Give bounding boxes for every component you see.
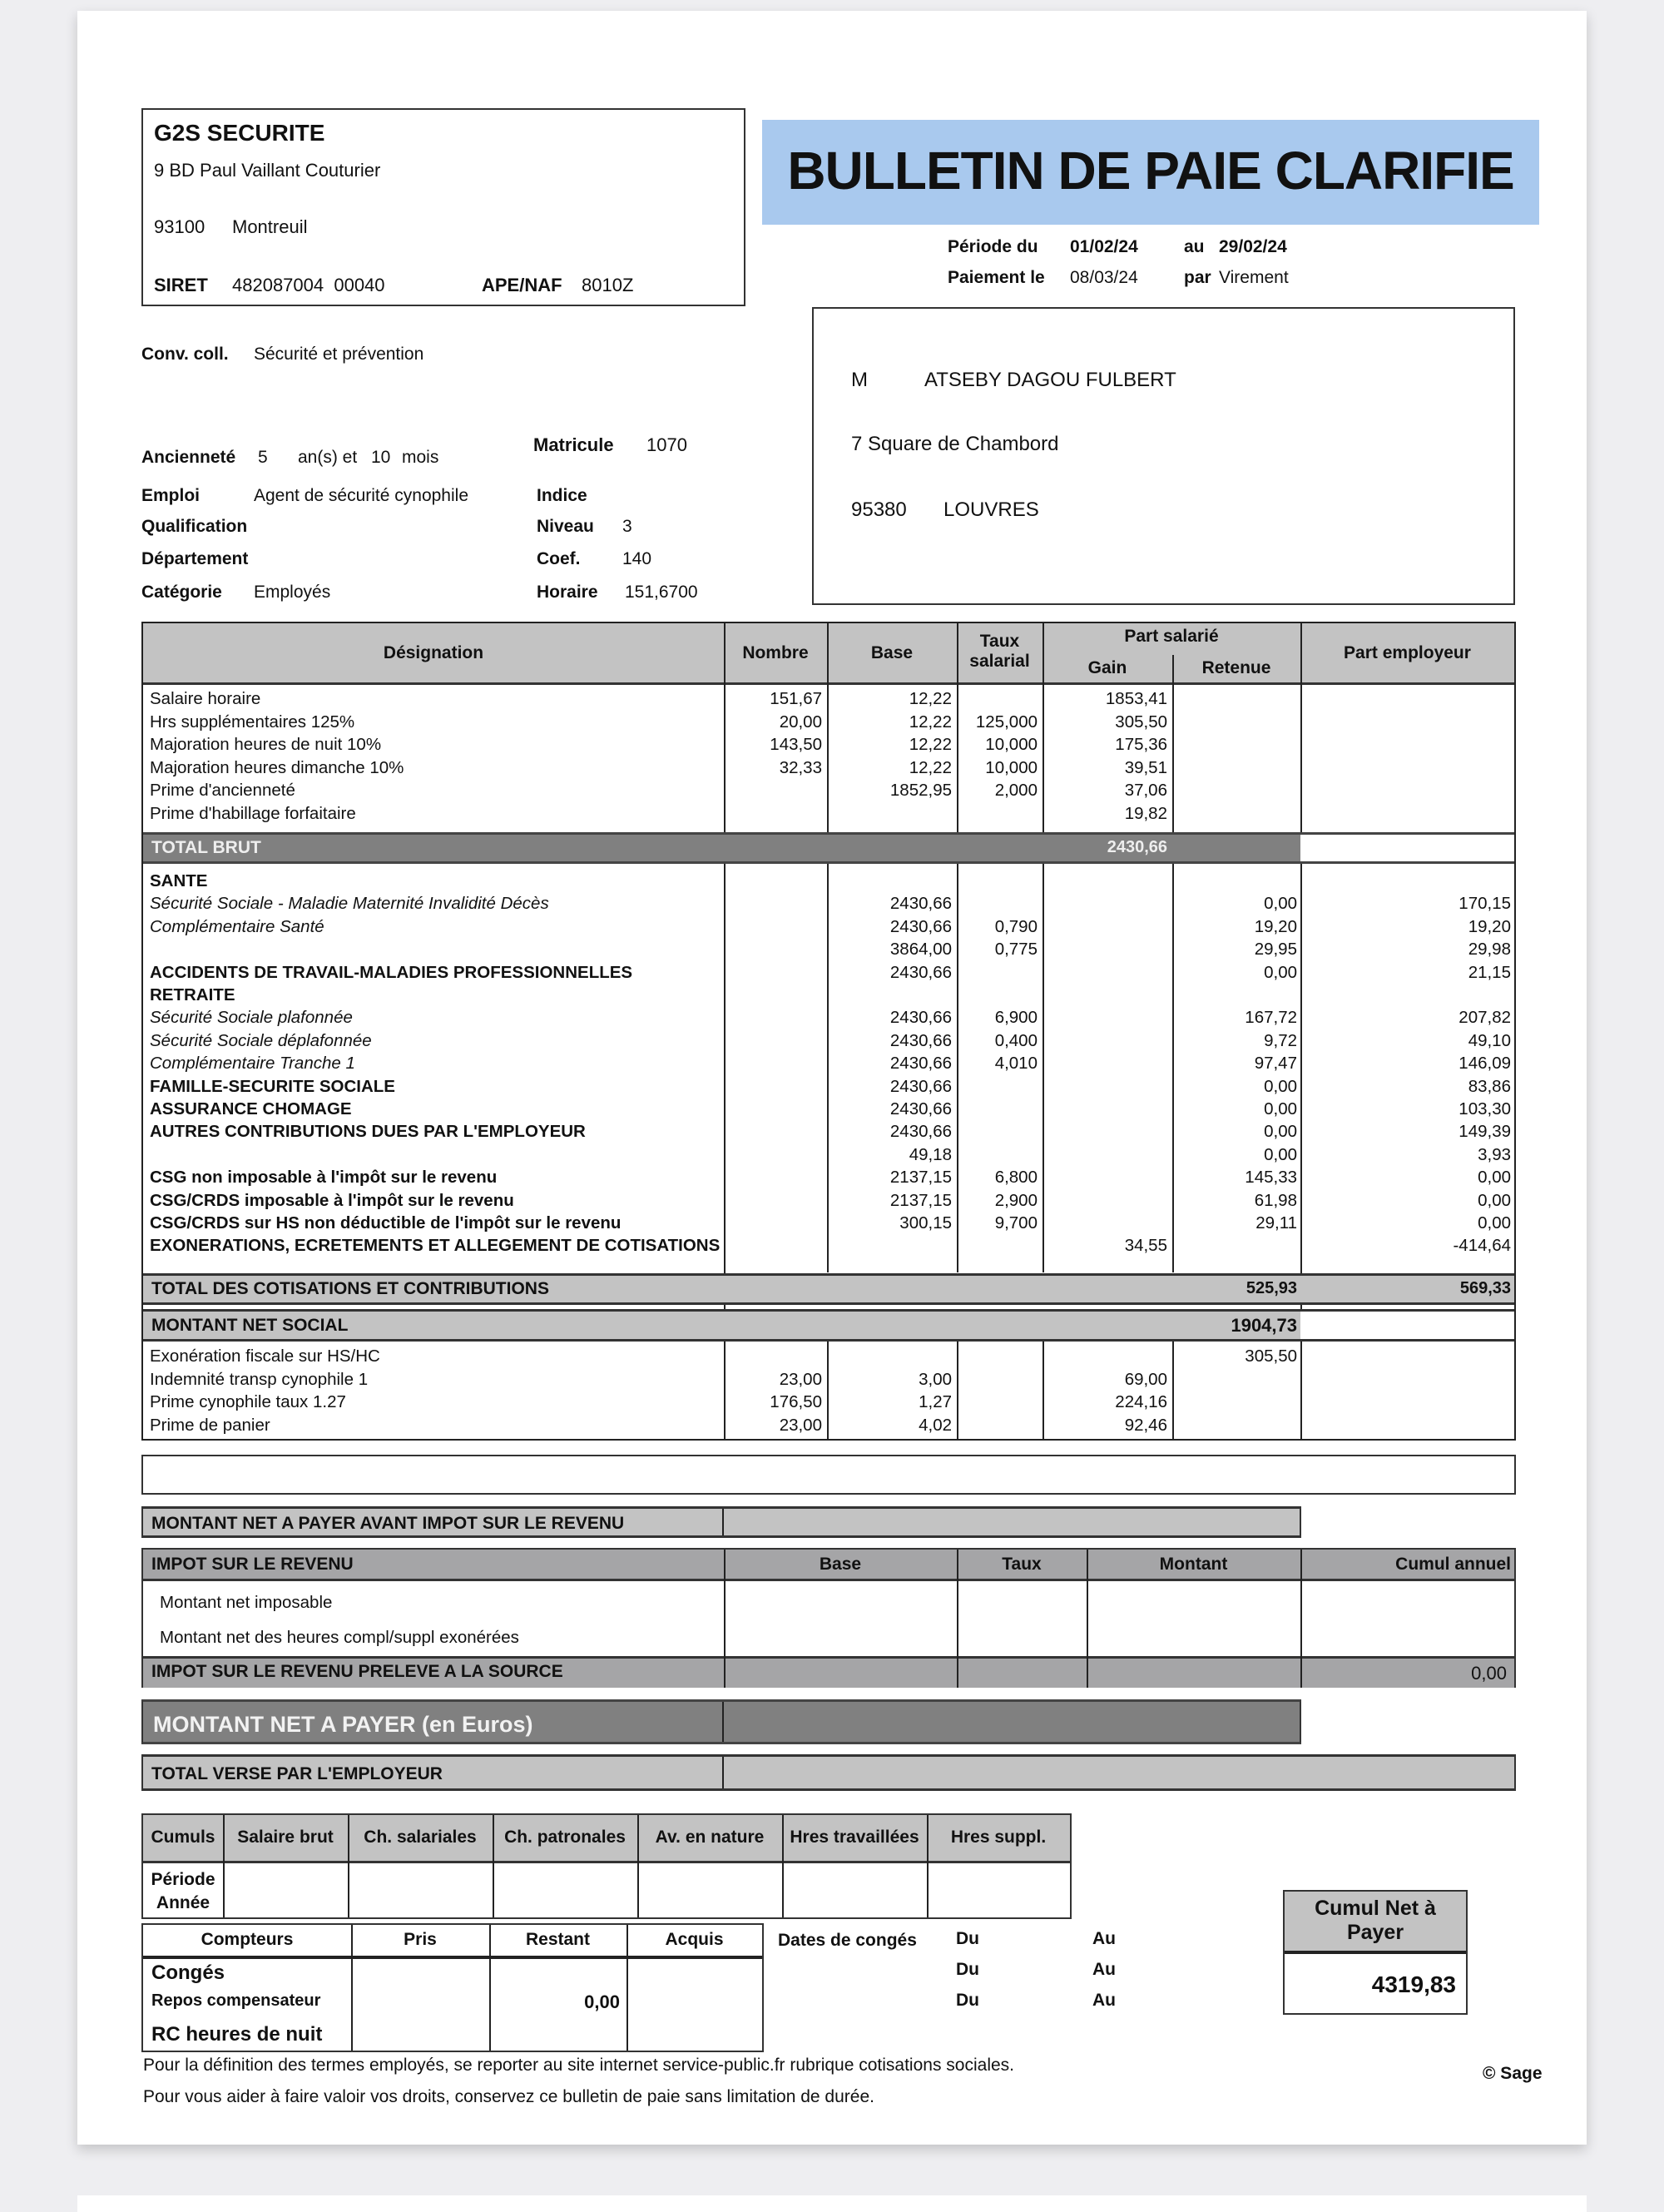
anciennete-months: 10 [371,448,391,467]
compteurs-header: Compteurs [201,1930,294,1949]
contribution-base: 49,18 [909,1144,952,1164]
earning-nombre: 32,33 [779,757,822,777]
contribution-taux: 2,900 [994,1190,1038,1210]
earning-nombre: 151,67 [770,689,822,708]
compteur-label: Congés [151,1962,225,1984]
contribution-base: 2430,66 [889,916,952,936]
col-base: Base [870,643,914,662]
payment-method: Virement [1219,268,1289,287]
contribution-employeur: 0,00 [1478,1213,1511,1232]
conges-au-label: Au [1092,1991,1116,2010]
copyright: © Sage [1483,2064,1543,2083]
employer-postal-code: 93100 [154,216,206,237]
contribution-label: Complémentaire Tranche 1 [150,1054,355,1074]
period-from-label: Période du [948,237,1038,256]
contribution-base: 2430,66 [889,1030,952,1050]
earning-label: Majoration heures de nuit 10% [150,735,382,754]
departement-label: Département [141,549,249,568]
contribution-base: 300,15 [899,1213,952,1232]
conges-du-label: Du [956,1929,979,1948]
contribution-label: Sécurité Sociale déplafonnée [150,1030,372,1050]
contribution-taux: 0,790 [994,916,1038,936]
categorie-label: Catégorie [141,583,222,602]
employer-address: 9 BD Paul Vaillant Couturier [154,160,381,181]
contribution-taux: 0,775 [994,940,1038,960]
earning-gain: 37,06 [1124,781,1167,800]
earning-label: Prime d'ancienneté [150,781,295,800]
contribution-label: CSG non imposable à l'impôt sur le revenu [150,1168,498,1188]
earning-taux: 10,000 [985,735,1038,754]
contribution-label: ASSURANCE CHOMAGE [150,1099,352,1118]
coef-label: Coef. [537,549,581,568]
cumuls-header: Cumuls [151,1828,215,1847]
employee-postal-code: 95380 [851,498,907,521]
contribution-label: AUTRES CONTRIBUTIONS DUES PAR L'EMPLOYEUR [150,1122,586,1142]
earning-nombre: 20,00 [779,712,822,732]
payment-date: 08/03/24 [1070,268,1138,287]
contribution-label: Sécurité Sociale - Maladie Maternité Invalidité Décès [150,894,549,914]
post-net-base: 1,27 [919,1392,952,1411]
blank-message-box [141,1455,1516,1495]
net-a-payer-row [141,1699,1301,1744]
cumuls-header: Hres travaillées [790,1828,919,1847]
horaire-label: Horaire [537,583,598,602]
earning-label: Salaire horaire [150,689,261,708]
employee-city: LOUVRES [943,498,1039,521]
contribution-label: SANTE [150,871,208,890]
earning-label: Prime d'habillage forfaitaire [150,803,356,823]
contribution-label: EXONERATIONS, ECRETEMENTS ET ALLEGEMENT DE COTISATIONS [150,1236,721,1256]
compteurs-table [141,1923,764,2052]
contribution-base: 3864,00 [889,940,952,960]
col-designation: Désignation [383,643,484,662]
contribution-base: 2430,66 [889,1076,952,1096]
col-divider [957,1342,958,1439]
earning-taux: 10,000 [985,757,1038,777]
payment-label: Paiement le [948,268,1045,287]
compteur-label: Repos compensateur [151,1991,321,2010]
anciennete-months-unit: mois [402,448,439,467]
title-banner [762,120,1539,225]
horaire-value: 151,6700 [625,583,698,602]
contribution-employeur: 149,39 [1458,1122,1511,1142]
contribution-base: 2430,66 [889,1008,952,1028]
contribution-retenue: 167,72 [1245,1008,1297,1028]
indice-label: Indice [537,486,587,505]
contribution-base: 2430,66 [889,1099,952,1118]
impot-col-taux: Taux [1002,1555,1042,1574]
contribution-employeur: 146,09 [1458,1054,1511,1074]
earning-base: 1852,95 [889,781,952,800]
contribution-retenue: 0,00 [1264,894,1297,914]
total-brut-gain: 2430,66 [1107,838,1167,856]
cumuls-row-periode: Période [151,1870,215,1889]
emploi-label: Emploi [141,486,201,505]
post-net-label: Prime cynophile taux 1.27 [150,1392,346,1411]
categorie-value: Employés [254,583,331,602]
impot-row-imposable: Montant net imposable [160,1593,333,1612]
contribution-retenue: 97,47 [1254,1054,1297,1074]
contribution-retenue: 9,72 [1264,1030,1297,1050]
contribution-gain: 34,55 [1124,1236,1167,1256]
earning-gain: 1853,41 [1105,689,1167,708]
total-cotisations-retenue: 525,93 [1246,1279,1297,1297]
earning-taux: 125,000 [975,712,1038,732]
earning-nombre: 143,50 [770,735,822,754]
post-net-base: 3,00 [919,1369,952,1389]
col-taux-line2: salarial [969,652,1030,671]
payslip-table [141,622,1516,1441]
cumuls-header: Av. en nature [655,1828,765,1847]
contribution-employeur: 29,98 [1468,940,1511,960]
contribution-base: 2430,66 [889,1054,952,1074]
col-divider [782,1815,784,1917]
cumul-net-label-1: Cumul Net à [1315,1897,1436,1920]
net-social-label: MONTANT NET SOCIAL [151,1316,349,1335]
contribution-retenue: 29,11 [1255,1213,1297,1232]
post-net-label: Indemnité transp cynophile 1 [150,1369,369,1389]
post-net-label: Prime de panier [150,1415,270,1435]
total-verse-label: TOTAL VERSE PAR L'EMPLOYEUR [151,1764,443,1783]
post-net-gain: 69,00 [1124,1369,1167,1389]
contribution-taux: 9,700 [994,1213,1038,1232]
contribution-employeur: 103,30 [1458,1099,1511,1118]
contribution-retenue: 0,00 [1264,1099,1297,1118]
conges-du-label: Du [956,1960,979,1979]
contribution-base: 2430,66 [889,962,952,982]
emploi-value: Agent de sécurité cynophile [254,486,468,505]
conges-au-label: Au [1092,1929,1116,1948]
earning-label: Majoration heures dimanche 10% [150,757,404,777]
total-cotisations-label: TOTAL DES COTISATIONS ET CONTRIBUTIONS [151,1279,549,1298]
employer-name: G2S SECURITE [154,120,325,146]
impot-header-label: IMPOT SUR LE REVENU [151,1555,354,1574]
cumul-net-value: 4319,83 [1371,1971,1456,1997]
contribution-base: 2137,15 [889,1168,952,1188]
contribution-label: CSG/CRDS sur HS non déductible de l'impôt sur le revenu [150,1213,622,1232]
net-avant-impot-row [141,1506,1301,1538]
next-page-edge [77,2195,1587,2212]
impot-preleve-label: IMPOT SUR LE REVENU PRELEVE A LA SOURCE [151,1662,563,1681]
col-divider [223,1815,225,1917]
post-net-gain: 92,46 [1124,1415,1167,1435]
impot-row-heures: Montant net des heures compl/suppl exonérées [160,1628,519,1647]
contribution-retenue: 0,00 [1264,1076,1297,1096]
net-social-value: 1904,73 [1231,1315,1297,1336]
compteurs-header: Restant [525,1930,591,1949]
ape-label: APE/NAF [482,275,562,295]
cumuls-header: Ch. patronales [504,1828,626,1847]
contribution-employeur: -414,64 [1453,1236,1511,1256]
employee-box [812,307,1515,605]
compteur-label: RC heures de nuit [151,2023,323,2046]
employer-box [141,108,745,306]
siret-label: SIRET [154,275,208,295]
contribution-employeur: 49,10 [1468,1030,1511,1050]
siret-value: 482087004 00040 [232,275,385,295]
contribution-base: 2430,66 [889,894,952,914]
contribution-employeur: 83,86 [1468,1076,1511,1096]
cumuls-row-annee: Année [156,1893,210,1912]
earning-base: 12,22 [909,689,952,708]
coef-value: 140 [622,549,652,568]
contribution-employeur: 19,20 [1468,916,1511,936]
compteur-restant: 0,00 [584,1991,620,2012]
employee-civility: M [851,369,868,391]
earning-label: Hrs supplémentaires 125% [150,712,355,732]
employee-name: ATSEBY DAGOU FULBERT [924,369,1176,391]
col-divider [348,1815,349,1917]
matricule-label: Matricule [533,434,614,455]
contribution-taux: 4,010 [994,1054,1038,1074]
compteurs-header: Acquis [665,1930,724,1949]
earning-gain: 39,51 [1124,757,1167,777]
ape-value: 8010Z [582,275,634,295]
col-divider [493,1815,494,1917]
earning-base: 12,22 [909,735,952,754]
contribution-employeur: 0,00 [1478,1190,1511,1210]
footer-line-2: Pour vous aider à faire valoir vos droits, conservez ce bulletin de paie sans limitation de durée. [143,2087,874,2106]
document-title: BULLETIN DE PAIE CLARIFIE [787,141,1514,201]
conv-value: Sécurité et prévention [254,345,424,364]
contribution-retenue: 29,95 [1254,940,1297,960]
col-part-salarie: Part salarié [1124,627,1219,646]
conv-label: Conv. coll. [141,345,229,364]
contribution-base: 2137,15 [889,1190,952,1210]
impot-preleve-cumul: 0,00 [1471,1663,1507,1684]
contribution-label: RETRAITE [150,985,235,1004]
contribution-retenue: 145,33 [1245,1168,1297,1188]
contribution-taux: 6,800 [994,1168,1038,1188]
contribution-employeur: 21,15 [1468,962,1511,982]
contribution-retenue: 0,00 [1264,1122,1297,1142]
conges-du-label: Du [956,1991,979,2010]
payment-method-label: par [1184,268,1211,287]
net-avant-impot-label: MONTANT NET A PAYER AVANT IMPOT SUR LE REVENU [151,1514,625,1533]
earning-base: 12,22 [909,757,952,777]
impot-col-base: Base [819,1555,862,1574]
footer-line-1: Pour la définition des termes employés, se reporter au site internet service-public.fr rubrique cotisations sociales. [143,2056,1014,2075]
post-net-base: 4,02 [919,1415,952,1435]
col-divider [927,1815,929,1917]
anciennete-label: Ancienneté [141,448,236,467]
niveau-label: Niveau [537,517,594,536]
post-net-nombre: 23,00 [779,1415,822,1435]
impot-col-cumul: Cumul annuel [1395,1555,1511,1574]
qualification-label: Qualification [141,517,248,536]
contribution-employeur: 3,93 [1478,1144,1511,1164]
cumul-net-label-2: Payer [1346,1921,1404,1944]
post-net-nombre: 176,50 [770,1392,822,1411]
impot-section [141,1548,1516,1688]
anciennete-years: 5 [258,448,268,467]
col-taux-line1: Taux [979,632,1020,651]
net-a-payer-label: MONTANT NET A PAYER (en Euros) [153,1712,533,1737]
contribution-employeur: 170,15 [1458,894,1511,914]
earning-gain: 175,36 [1115,735,1167,754]
contribution-retenue: 0,00 [1264,962,1297,982]
cumul-net-box [1283,1890,1468,2015]
earning-base: 12,22 [909,712,952,732]
post-net-label: Exonération fiscale sur HS/HC [150,1347,380,1366]
period-to-label: au [1184,237,1205,256]
contribution-label: ACCIDENTS DE TRAVAIL-MALADIES PROFESSIONNELLES [150,962,633,982]
employee-address: 7 Square de Chambord [851,433,1059,455]
conges-dates-label: Dates de congés [778,1931,917,1950]
contribution-label: Complémentaire Santé [150,916,324,936]
cumuls-header: Ch. salariales [364,1828,477,1847]
niveau-value: 3 [622,517,632,536]
period-from: 01/02/24 [1070,237,1138,256]
contribution-retenue: 19,20 [1254,916,1297,936]
post-net-nombre: 23,00 [779,1369,822,1389]
contribution-base: 2430,66 [889,1122,952,1142]
contribution-retenue: 61,98 [1254,1190,1297,1210]
contribution-label: CSG/CRDS imposable à l'impôt sur le revenu [150,1190,514,1210]
total-cotisations-employeur: 569,33 [1459,1279,1511,1297]
period-to: 29/02/24 [1219,237,1287,256]
cumuls-header: Salaire brut [237,1828,334,1847]
col-retenue: Retenue [1201,658,1271,677]
post-net-gain: 224,16 [1115,1392,1167,1411]
earning-taux: 2,000 [994,781,1038,800]
col-divider [637,1815,639,1917]
contribution-employeur: 207,82 [1458,1008,1511,1028]
earning-gain: 19,82 [1124,803,1167,823]
cumuls-header: Hres suppl. [950,1828,1047,1847]
compteurs-header: Pris [404,1930,437,1949]
contribution-retenue: 0,00 [1264,1144,1297,1164]
post-net-retenue: 305,50 [1245,1347,1297,1366]
total-verse-row [141,1754,1516,1791]
col-part-employeur: Part employeur [1344,643,1471,662]
contribution-taux: 6,900 [994,1008,1038,1028]
contribution-employeur: 0,00 [1478,1168,1511,1188]
cumuls-table [141,1813,1072,1919]
contribution-taux: 0,400 [994,1030,1038,1050]
col-gain: Gain [1087,658,1127,677]
conges-au-label: Au [1092,1960,1116,1979]
anciennete-years-unit: an(s) et [298,448,358,467]
contribution-label: Sécurité Sociale plafonnée [150,1008,353,1028]
matricule-value: 1070 [646,434,687,455]
earning-gain: 305,50 [1115,712,1167,732]
employer-city: Montreuil [232,216,308,237]
col-nombre: Nombre [742,643,809,662]
total-brut-label: TOTAL BRUT [151,838,261,857]
contribution-label: FAMILLE-SECURITE SOCIALE [150,1076,395,1096]
impot-col-montant: Montant [1159,1555,1228,1574]
